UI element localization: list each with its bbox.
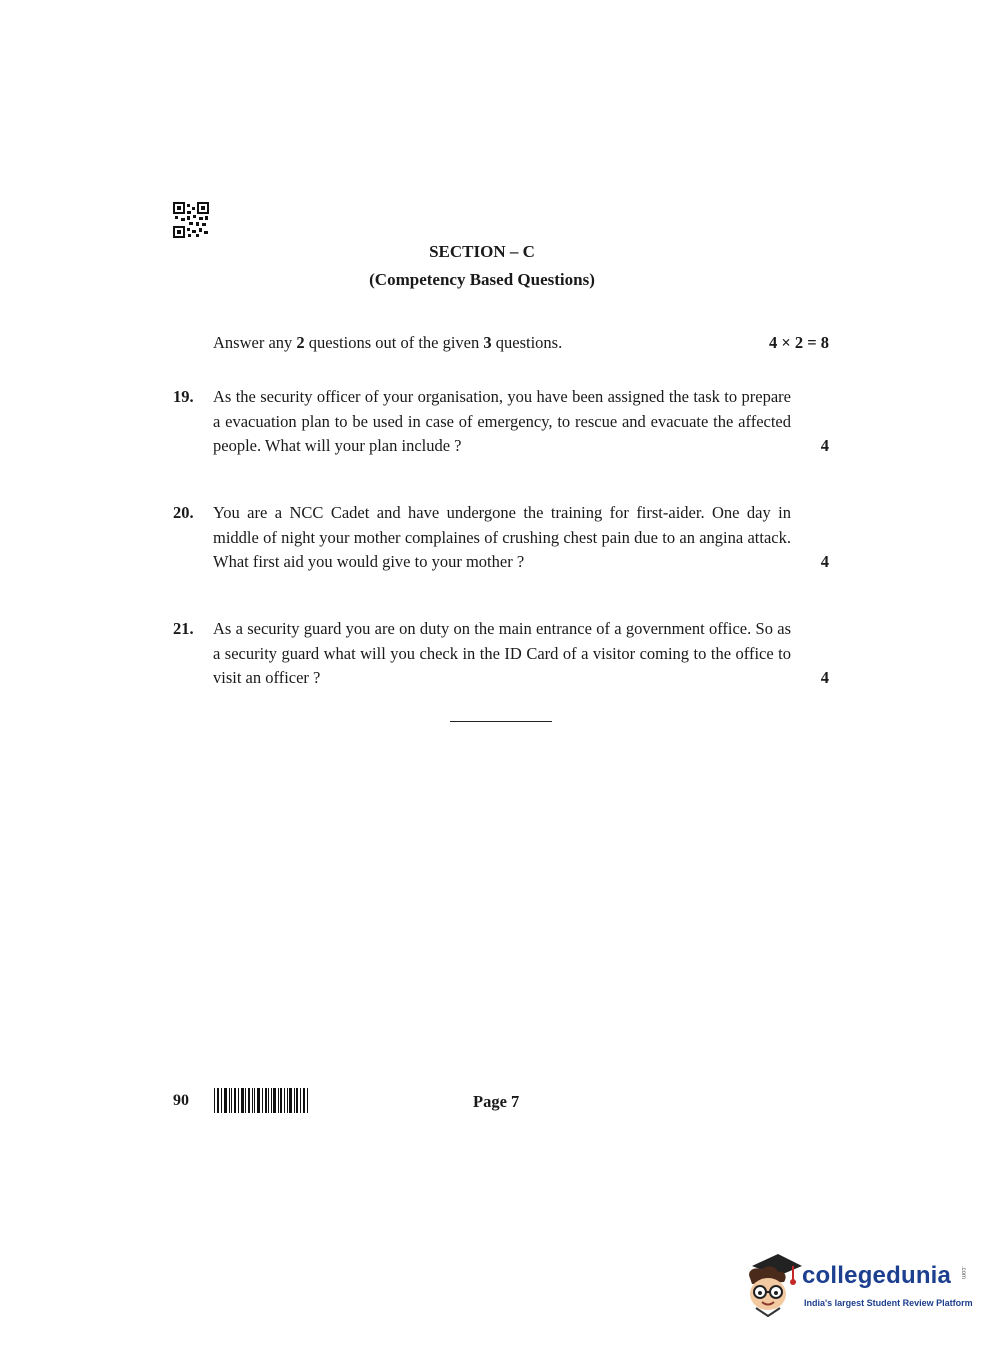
instruction-suffix: questions.	[491, 333, 563, 352]
instruction-total-count: 3	[483, 333, 492, 352]
qr-code	[173, 202, 209, 238]
question-text: As a security guard you are on duty on the main entrance of a government office. So as a security guard what will you check in the ID Card of a visitor coming to the office to visit an officer ?	[213, 619, 791, 687]
instruction-answer-count: 2	[296, 333, 305, 352]
paper-code: 90	[173, 1092, 189, 1109]
question-number: 19.	[173, 387, 194, 406]
page-number: Page 7	[473, 1092, 520, 1111]
question-text: You are a NCC Cadet and have undergone the training for first-aider. One day in middle of night your mother complaines of crushing chest pain due to an angina attack. What first aid you would give to your mother ?	[213, 503, 791, 571]
question-marks: 4	[820, 668, 829, 687]
question-marks: 4	[820, 436, 829, 455]
brand-tagline: India's largest Student Review Platform	[804, 1298, 973, 1308]
barcode	[214, 1088, 308, 1113]
question-marks: 4	[820, 552, 829, 571]
instruction-prefix: Answer any	[213, 333, 297, 352]
section-subtitle: (Competency Based Questions)	[369, 270, 595, 289]
question-number: 20.	[173, 503, 194, 522]
instruction-middle: questions out of the given	[304, 333, 484, 352]
brand-name: collegedunia	[802, 1262, 952, 1289]
brand-domain-suffix: .com	[960, 1266, 966, 1280]
marks-scheme: 4 × 2 = 8	[768, 333, 829, 352]
question-text: As the security officer of your organisation, you have been assigned the task to prepare a evacuation plan to be used in case of emergency, to rescue and evacuate the affected people. What will your plan include ?	[213, 387, 791, 455]
collegedunia-logo	[742, 1252, 974, 1322]
instruction-line	[213, 333, 562, 353]
end-rule	[450, 721, 552, 722]
question-number: 21.	[173, 619, 194, 638]
mascot-icon	[742, 1252, 804, 1318]
section-title: SECTION – C	[429, 242, 535, 261]
